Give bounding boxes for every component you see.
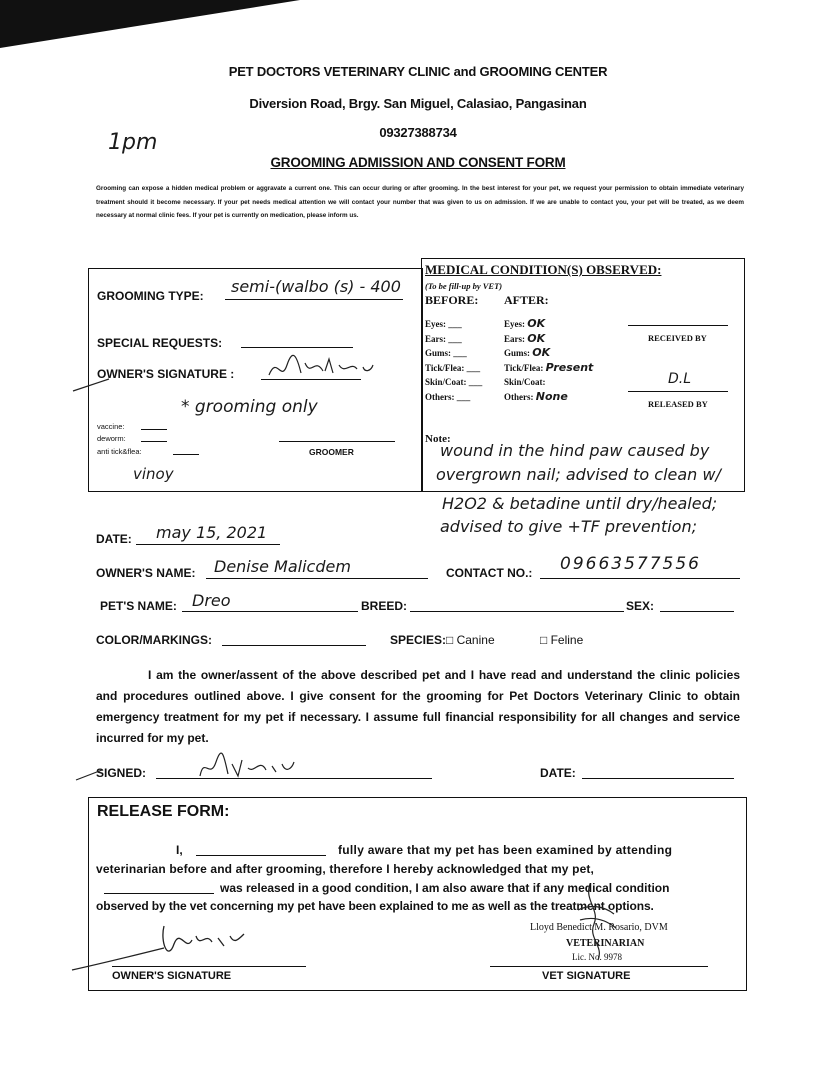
breed-label: BREED:	[361, 599, 408, 613]
before-list	[425, 317, 482, 404]
before-item: Others: ___	[425, 391, 471, 402]
date2-label: DATE:	[540, 766, 576, 780]
release-i: I,	[176, 843, 183, 857]
sex-label: SEX:	[626, 599, 655, 613]
grooming-only-note: * grooming only	[181, 397, 318, 417]
owner-sig-label: OWNER'S SIGNATURE	[112, 970, 232, 982]
note-line-3: H2O2 & betadine until dry/healed;	[442, 494, 718, 513]
color-label: COLOR/MARKINGS:	[96, 633, 212, 647]
before-item: Ears: ___	[425, 333, 462, 344]
color-line	[222, 645, 366, 646]
grooming-box	[88, 268, 423, 492]
species-option-canine[interactable]: □ Canine	[446, 633, 495, 647]
note-line-2: overgrown nail; advised to clean w/	[436, 465, 721, 484]
vet-sig-label: VET SIGNATURE	[542, 970, 631, 982]
after-label: AFTER:	[504, 293, 549, 307]
before-item: Tick/Flea: ___	[425, 362, 481, 373]
note-label: Note:	[425, 433, 451, 445]
note-line-1: wound in the hind paw caused by	[440, 441, 710, 460]
clinic-name: PET DOCTORS VETERINARY CLINIC and GROOMING CENTER	[228, 64, 608, 79]
groomer-name: vinoy	[133, 465, 174, 483]
after-item: Gums: OK	[504, 346, 551, 359]
released-by-label: RELEASED BY	[648, 399, 708, 409]
vet-sig-line	[490, 966, 708, 967]
groomer-line	[279, 441, 395, 442]
before-label: BEFORE:	[425, 293, 479, 307]
signed-label: SIGNED:	[96, 766, 147, 780]
contact-label: CONTACT NO.:	[446, 566, 533, 580]
released-by-value: D.L	[668, 371, 692, 387]
before-item: Skin/Coat: ___	[425, 377, 483, 387]
signature-tail-stroke	[71, 375, 111, 395]
breed-line	[410, 611, 624, 612]
vaccine-line	[141, 429, 167, 430]
after-list	[504, 317, 593, 404]
release-pet-line	[104, 893, 214, 894]
clinic-address: Diversion Road, Brgy. San Miguel, Calasiao, Pangasinan	[249, 96, 587, 111]
species-option-feline[interactable]: □ Feline	[540, 633, 584, 647]
deworm-line	[141, 441, 167, 442]
owner-name-line	[206, 578, 428, 579]
received-by-line	[628, 325, 728, 326]
margin-note: 1pm	[108, 130, 158, 155]
release-name-line	[196, 855, 326, 856]
special-requests-line	[241, 347, 353, 348]
owner-signature-label: OWNER'S SIGNATURE :	[97, 367, 235, 381]
medical-title: MEDICAL CONDITION(S) OBSERVED:	[425, 262, 662, 277]
pet-name-label: PET'S NAME:	[100, 599, 177, 613]
grooming-type-label: GROOMING TYPE:	[97, 289, 204, 303]
pet-name-line	[182, 611, 358, 612]
release-title: RELEASE FORM:	[97, 803, 230, 820]
contact-value[interactable]: 09663577556	[560, 554, 701, 574]
anti-tick-line	[173, 454, 199, 455]
vet-stamp-name: Lloyd Benedict M. Rosario, DVM	[530, 922, 668, 933]
consent-text: I am the owner/assent of the above described pet and I have read and understand the clinic policies and procedures outlined above. I give consent for the grooming for Pet Doctors Veterinary Clinic to obtain emergency treatment for my pet if necessary. I assume full financial responsibility for all changes and service incurred for my pet.	[96, 668, 740, 745]
after-item: Tick/Flea: Present	[504, 360, 594, 374]
release-line-1: fully aware that my pet has been examined by attending	[338, 843, 673, 857]
owner-name-value[interactable]: Denise Malicdem	[214, 557, 351, 576]
grooming-type-value[interactable]: semi-(walbo (s) - 400	[231, 277, 401, 296]
deworm-label: deworm:	[97, 434, 126, 443]
date-label: DATE:	[96, 532, 132, 546]
release-line-4: observed by the vet concerning my pet have been explained to me as well as the treatment options.	[96, 899, 654, 913]
special-requests-label: SPECIAL REQUESTS:	[97, 336, 223, 350]
vaccine-label: vaccine:	[97, 422, 125, 431]
note-line-4: advised to give +TF prevention;	[440, 517, 697, 536]
form-title: GROOMING ADMISSION AND CONSENT FORM	[270, 155, 566, 170]
groomer-label: GROOMER	[309, 447, 354, 457]
owner-name-label: OWNER'S NAME:	[96, 566, 196, 580]
owner-sig-line	[112, 966, 306, 967]
intro-text: Grooming can expose a hidden medical problem or aggravate a current one. This can occur during or after grooming. In the best interest for your pet, we request your permission to obtain immediate veterinary treatment should it become necessary. If your pet needs medical attention we will contact your number that was given to us on admission. If we are unable to contact you, your pet will be treated, as we deem necessary at normal clinic fees. If your pet is currently on medication, please inform us.	[96, 185, 744, 219]
before-item: Eyes: ___	[425, 319, 462, 329]
date-value[interactable]: may 15, 2021	[156, 523, 268, 542]
signed-signature-scribble	[196, 752, 306, 782]
scan-corner-shadow	[0, 0, 300, 48]
owner-signature-scribble	[267, 353, 377, 383]
vet-stamp-title: VETERINARIAN	[566, 938, 645, 949]
anti-tick-label: anti tick&flea:	[97, 447, 142, 456]
species-label: SPECIES:	[390, 633, 447, 647]
date-line	[136, 544, 280, 545]
medical-subtitle: (To be fill-up by VET)	[425, 281, 503, 291]
date2-line	[582, 778, 734, 779]
clinic-phone: 09327388734	[379, 125, 457, 140]
after-item: Ears: OK	[504, 331, 546, 345]
contact-line	[540, 578, 740, 579]
release-line-2: veterinarian before and after grooming, therefore I hereby acknowledged that my pet,	[96, 862, 595, 876]
after-item: Others: None	[504, 389, 568, 403]
sex-line	[660, 611, 734, 612]
received-by-label: RECEIVED BY	[648, 333, 707, 343]
after-item: Skin/Coat:	[504, 377, 546, 387]
released-by-line	[628, 391, 728, 392]
before-item: Gums: ___	[425, 348, 467, 358]
grooming-type-line	[225, 299, 403, 300]
after-item: Eyes: OK	[504, 317, 546, 330]
pet-name-value[interactable]: Dreo	[192, 591, 231, 610]
signed-tail-stroke	[74, 768, 104, 782]
vet-stamp-lic: Lic. No. 9978	[572, 952, 622, 962]
release-line-3: was released in a good condition, I am also aware that if any medical condition	[220, 881, 670, 895]
vet-signature-scribble	[560, 880, 630, 970]
